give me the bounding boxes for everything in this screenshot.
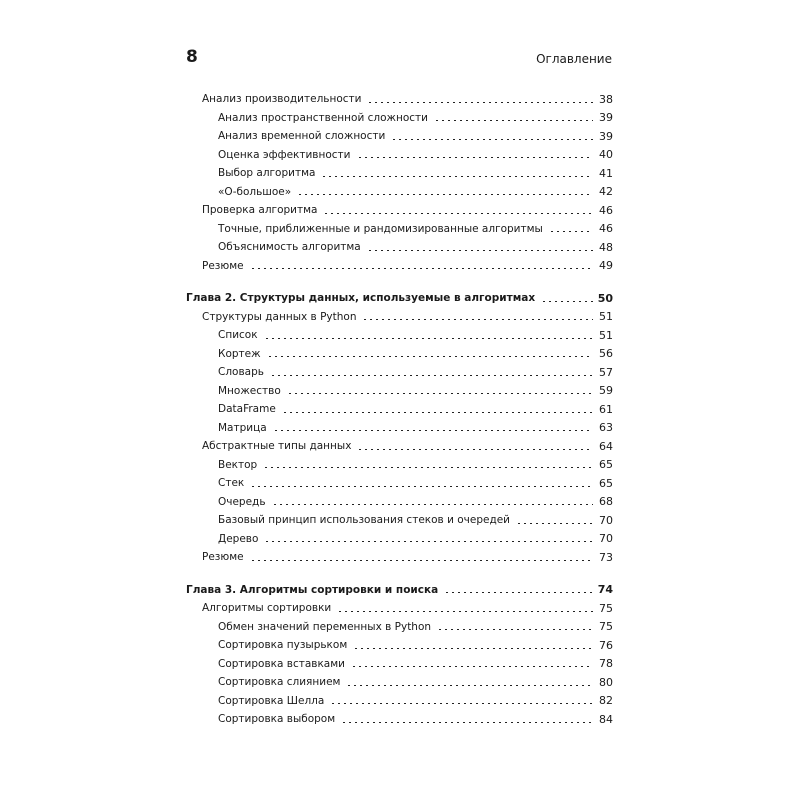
toc-section-entry bbox=[186, 201, 613, 220]
toc-entry-title: Дерево bbox=[218, 533, 262, 545]
toc-entry-page: 40 bbox=[599, 148, 613, 162]
toc-entry-page: 75 bbox=[599, 601, 613, 615]
toc-entry-title: Сортировка вставками bbox=[218, 658, 349, 670]
toc-dot-leader bbox=[337, 611, 593, 612]
toc-entry-page: 39 bbox=[599, 111, 613, 125]
toc-dot-leader bbox=[516, 523, 593, 524]
toc-subsection-entry bbox=[186, 456, 613, 475]
toc-subsection-entry bbox=[186, 618, 613, 637]
toc-entry-title: Вектор bbox=[218, 459, 261, 471]
toc-subsection-entry bbox=[186, 493, 613, 512]
toc-subsection-entry bbox=[186, 345, 613, 364]
toc-entry-title: Базовый принцип использования стеков и очередей bbox=[218, 514, 514, 526]
toc-entry-title: Словарь bbox=[218, 366, 268, 378]
toc-dot-leader bbox=[362, 319, 593, 320]
toc-subsection-entry bbox=[186, 382, 613, 401]
toc-entry-title: Выбор алгоритма bbox=[218, 167, 319, 179]
toc-entry-page: 64 bbox=[599, 439, 613, 453]
toc-subsection-entry bbox=[186, 109, 613, 128]
toc-entry-title: Список bbox=[218, 329, 262, 341]
toc-section-entry bbox=[186, 599, 613, 618]
toc-entry-page: 39 bbox=[599, 129, 613, 143]
toc-entry-page: 57 bbox=[599, 365, 613, 379]
toc-section-entry bbox=[186, 90, 613, 109]
toc-entry-title: Сортировка слиянием bbox=[218, 676, 344, 688]
toc-entry-title: Анализ временной сложности bbox=[218, 130, 389, 142]
toc-section-entry bbox=[186, 437, 613, 456]
toc-dot-leader bbox=[541, 301, 593, 302]
toc-entry-title: Множество bbox=[218, 385, 285, 397]
toc-entry-page: 41 bbox=[599, 166, 613, 180]
toc-entry-title: Оценка эффективности bbox=[218, 149, 355, 161]
toc-entry-title: Кортеж bbox=[218, 348, 265, 360]
toc-entry-title: Проверка алгоритма bbox=[202, 204, 321, 216]
toc-entry-page: 61 bbox=[599, 402, 613, 416]
page-number: 8 bbox=[186, 47, 198, 67]
toc-entry-page: 76 bbox=[599, 638, 613, 652]
toc-entry-page: 65 bbox=[599, 476, 613, 490]
toc-entry-title: Стек bbox=[218, 477, 248, 489]
running-head: Оглавление bbox=[536, 52, 612, 66]
toc-entry-title: Анализ производительности bbox=[202, 93, 365, 105]
toc-entry-page: 78 bbox=[599, 657, 613, 671]
toc-entry-page: 68 bbox=[599, 495, 613, 509]
toc-entry-title: Структуры данных в Python bbox=[202, 311, 360, 323]
toc-subsection-entry bbox=[186, 511, 613, 530]
toc-subsection-entry bbox=[186, 127, 613, 146]
toc-subsection-entry bbox=[186, 400, 613, 419]
toc-entry-title: Глава 3. Алгоритмы сортировки и поиска bbox=[186, 584, 442, 596]
toc-dot-leader bbox=[250, 486, 593, 487]
toc-dot-leader bbox=[434, 120, 593, 121]
toc-entry-page: 82 bbox=[599, 694, 613, 708]
toc-dot-leader bbox=[353, 648, 593, 649]
toc-entry-title: Глава 2. Структуры данных, используемые в алгоритмах bbox=[186, 292, 539, 304]
toc-subsection-entry bbox=[186, 146, 613, 165]
toc-entry-title: «О-большое» bbox=[218, 186, 295, 198]
toc-entry-page: 70 bbox=[599, 532, 613, 546]
toc-entry-page: 56 bbox=[599, 347, 613, 361]
toc-dot-leader bbox=[264, 338, 593, 339]
toc-dot-leader bbox=[367, 102, 593, 103]
toc-subsection-entry bbox=[186, 363, 613, 382]
toc-entry-page: 46 bbox=[599, 203, 613, 217]
toc-subsection-entry bbox=[186, 419, 613, 438]
toc-entry-title: Абстрактные типы данных bbox=[202, 440, 355, 452]
toc-entry-page: 84 bbox=[599, 712, 613, 726]
toc-subsection-entry bbox=[186, 710, 613, 729]
toc-dot-leader bbox=[437, 629, 593, 630]
toc-entry-title: DataFrame bbox=[218, 403, 280, 415]
toc-dot-leader bbox=[264, 541, 593, 542]
toc-entry-page: 50 bbox=[597, 291, 613, 305]
toc-subsection-entry bbox=[186, 692, 613, 711]
toc-entry-title: Точные, приближенные и рандомизированные алгоритмы bbox=[218, 223, 547, 235]
toc-section-entry bbox=[186, 308, 613, 327]
toc-chapter-entry bbox=[186, 289, 613, 308]
toc-dot-leader bbox=[270, 375, 593, 376]
toc-entry-page: 80 bbox=[599, 675, 613, 689]
toc-entry-page: 51 bbox=[599, 310, 613, 324]
toc-entry-page: 51 bbox=[599, 328, 613, 342]
toc-dot-leader bbox=[357, 449, 593, 450]
toc-entry-page: 73 bbox=[599, 550, 613, 564]
toc-subsection-entry bbox=[186, 474, 613, 493]
table-of-contents bbox=[186, 90, 613, 729]
toc-entry-title: Резюме bbox=[202, 551, 248, 563]
toc-entry-page: 49 bbox=[599, 259, 613, 273]
toc-dot-leader bbox=[250, 268, 593, 269]
toc-dot-leader bbox=[250, 560, 593, 561]
toc-entry-page: 38 bbox=[599, 92, 613, 106]
toc-entry-title: Сортировка пузырьком bbox=[218, 639, 351, 651]
toc-dot-leader bbox=[321, 176, 593, 177]
toc-section-entry bbox=[186, 548, 613, 567]
toc-subsection-entry bbox=[186, 326, 613, 345]
toc-entry-title: Матрица bbox=[218, 422, 271, 434]
toc-entry-title: Объяснимость алгоритма bbox=[218, 241, 365, 253]
toc-entry-page: 65 bbox=[599, 458, 613, 472]
toc-entry-title: Алгоритмы сортировки bbox=[202, 602, 335, 614]
toc-entry-title: Анализ пространственной сложности bbox=[218, 112, 432, 124]
toc-dot-leader bbox=[357, 157, 593, 158]
toc-dot-leader bbox=[263, 467, 593, 468]
toc-subsection-entry bbox=[186, 238, 613, 257]
toc-subsection-entry bbox=[186, 655, 613, 674]
toc-entry-page: 63 bbox=[599, 421, 613, 435]
toc-entry-title: Очередь bbox=[218, 496, 270, 508]
toc-chapter-entry bbox=[186, 581, 613, 600]
toc-dot-leader bbox=[272, 504, 593, 505]
toc-entry-title: Резюме bbox=[202, 260, 248, 272]
toc-entry-page: 48 bbox=[599, 240, 613, 254]
chapter-spacer bbox=[186, 275, 613, 289]
toc-dot-leader bbox=[444, 592, 593, 593]
toc-entry-title: Обмен значений переменных в Python bbox=[218, 621, 435, 633]
toc-subsection-entry bbox=[186, 164, 613, 183]
toc-entry-title: Сортировка Шелла bbox=[218, 695, 328, 707]
toc-dot-leader bbox=[267, 356, 593, 357]
toc-subsection-entry bbox=[186, 636, 613, 655]
toc-dot-leader bbox=[549, 231, 593, 232]
chapter-spacer bbox=[186, 567, 613, 581]
toc-dot-leader bbox=[330, 703, 593, 704]
toc-dot-leader bbox=[346, 685, 593, 686]
toc-entry-page: 75 bbox=[599, 620, 613, 634]
toc-dot-leader bbox=[341, 722, 593, 723]
toc-dot-leader bbox=[367, 250, 593, 251]
toc-subsection-entry bbox=[186, 673, 613, 692]
toc-entry-title: Сортировка выбором bbox=[218, 713, 339, 725]
toc-entry-page: 46 bbox=[599, 222, 613, 236]
toc-section-entry bbox=[186, 257, 613, 276]
toc-entry-page: 70 bbox=[599, 513, 613, 527]
toc-dot-leader bbox=[287, 393, 593, 394]
toc-entry-page: 59 bbox=[599, 384, 613, 398]
toc-subsection-entry bbox=[186, 220, 613, 239]
toc-entry-page: 42 bbox=[599, 185, 613, 199]
toc-dot-leader bbox=[323, 213, 593, 214]
toc-dot-leader bbox=[297, 194, 593, 195]
toc-subsection-entry bbox=[186, 530, 613, 549]
toc-entry-page: 74 bbox=[597, 583, 613, 597]
toc-dot-leader bbox=[282, 412, 593, 413]
toc-dot-leader bbox=[391, 139, 593, 140]
toc-dot-leader bbox=[273, 430, 593, 431]
toc-dot-leader bbox=[351, 666, 593, 667]
toc-subsection-entry bbox=[186, 183, 613, 202]
